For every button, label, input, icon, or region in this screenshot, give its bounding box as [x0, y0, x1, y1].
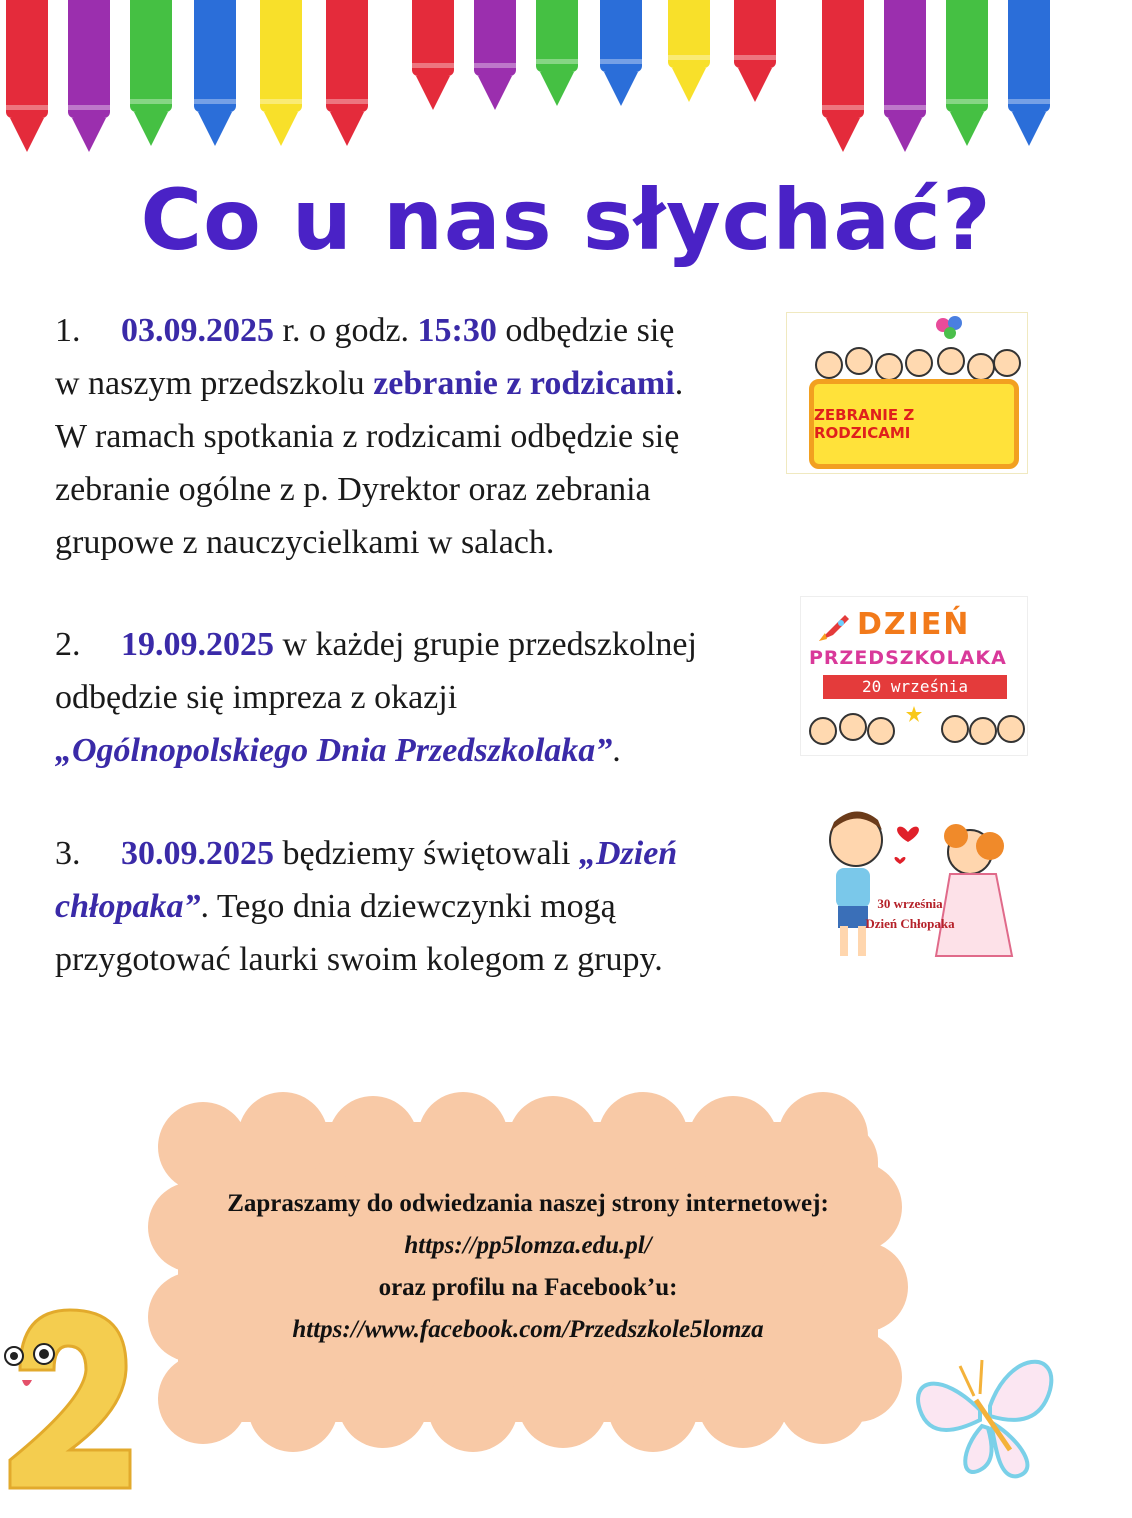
- announcement-1: [55, 304, 790, 569]
- website-link[interactable]: https://pp5lomza.edu.pl/: [404, 1232, 652, 1259]
- preschool-day-word2: PRZEDSZKOLAKA: [809, 647, 1007, 669]
- boys-day-line1: 30 września: [877, 896, 943, 911]
- parents-meeting-image: [786, 312, 1028, 474]
- item-date: 03.09.2025: [121, 312, 274, 349]
- page-title: Co u nas słychać?: [140, 171, 992, 269]
- child-face-icon: [997, 715, 1025, 743]
- preschool-day-ribbon: 20 września: [823, 675, 1007, 699]
- announcement-2: [55, 618, 790, 777]
- child-face-icon: [845, 347, 873, 375]
- item-text: r. o godz.: [274, 312, 418, 349]
- item-time: 15:30: [417, 312, 497, 349]
- crayon: [600, 0, 642, 106]
- item-text: odbędzie się impreza z okazji: [55, 679, 458, 716]
- item-text: zebranie ogólne z p. Dyrektor oraz zebrania: [55, 471, 651, 508]
- item-text: w każdej grupie przedszkolnej: [274, 626, 697, 663]
- crayon: [734, 0, 776, 102]
- boys-day-line2: Dzień Chłopaka: [865, 916, 955, 931]
- crayon: [946, 0, 988, 146]
- footer-text: [148, 1183, 908, 1351]
- footer-line: oraz profilu na Facebook’u:: [378, 1274, 678, 1301]
- child-face-icon: [937, 347, 965, 375]
- number-two-icon: [0, 1300, 140, 1500]
- item-text: w naszym przedszkolu: [55, 365, 374, 402]
- item-event: chłopaka”: [55, 888, 201, 925]
- preschool-day-word1: DZIEŃ: [857, 607, 971, 642]
- meeting-banner: ZEBRANIE Z RODZICAMI: [809, 379, 1019, 469]
- crayon: [474, 0, 516, 110]
- crayon: [326, 0, 368, 146]
- child-face-icon: [969, 717, 997, 745]
- crayon: [6, 0, 48, 152]
- item-number: 1.: [55, 312, 81, 349]
- item-text: .: [674, 365, 684, 402]
- crayon: [1008, 0, 1050, 146]
- crayon: [884, 0, 926, 152]
- crayon: [194, 0, 236, 146]
- crayon: [412, 0, 454, 110]
- announcement-3: [55, 827, 790, 986]
- item-highlight: zebranie z rodzicami: [373, 365, 675, 402]
- crayon: [68, 0, 110, 152]
- item-text: przygotować laurki swoim kolegom z grupy.: [55, 941, 663, 978]
- balloons-icon: [933, 315, 967, 351]
- item-text: W ramach spotkania z rodzicami odbędzie się: [55, 418, 680, 455]
- child-face-icon: [809, 717, 837, 745]
- butterfly-icon: [900, 1330, 1070, 1500]
- facebook-link[interactable]: https://www.facebook.com/Przedszkole5lomza: [292, 1316, 764, 1343]
- item-text: odbędzie się: [496, 312, 675, 349]
- crayon: [260, 0, 302, 146]
- item-text: . Tego dnia dziewczynki mogą: [200, 888, 616, 925]
- child-face-icon: [867, 717, 895, 745]
- item-number: 2.: [55, 626, 81, 663]
- child-face-icon: [875, 353, 903, 381]
- item-date: 30.09.2025: [121, 835, 274, 872]
- footer-line: Zapraszamy do odwiedzania naszej strony internetowej:: [227, 1190, 829, 1217]
- child-face-icon: [967, 353, 995, 381]
- item-date: 19.09.2025: [121, 626, 274, 663]
- boy-girl-illustration: [800, 806, 1026, 976]
- item-text: grupowe z nauczycielkami w salach.: [55, 524, 555, 561]
- preschooler-day-image: [800, 596, 1028, 756]
- star-icon: [905, 705, 923, 723]
- boys-day-image: [800, 806, 1026, 976]
- crayon: [536, 0, 578, 106]
- item-number: 3.: [55, 835, 81, 872]
- boys-day-caption: [850, 894, 970, 934]
- crayon: [822, 0, 864, 152]
- child-face-icon: [941, 715, 969, 743]
- child-face-icon: [839, 713, 867, 741]
- rocket-icon: [815, 611, 855, 645]
- child-face-icon: [993, 349, 1021, 377]
- item-event: „Dzień: [578, 835, 678, 872]
- child-face-icon: [905, 349, 933, 377]
- item-text: będziemy świętowali: [274, 835, 579, 872]
- item-text: .: [612, 732, 621, 769]
- crayon: [668, 0, 710, 102]
- child-face-icon: [815, 351, 843, 379]
- item-event: „Ogólnopolskiego Dnia Przedszkolaka”: [55, 732, 613, 769]
- crayon-border: [0, 0, 1132, 165]
- crayon: [130, 0, 172, 146]
